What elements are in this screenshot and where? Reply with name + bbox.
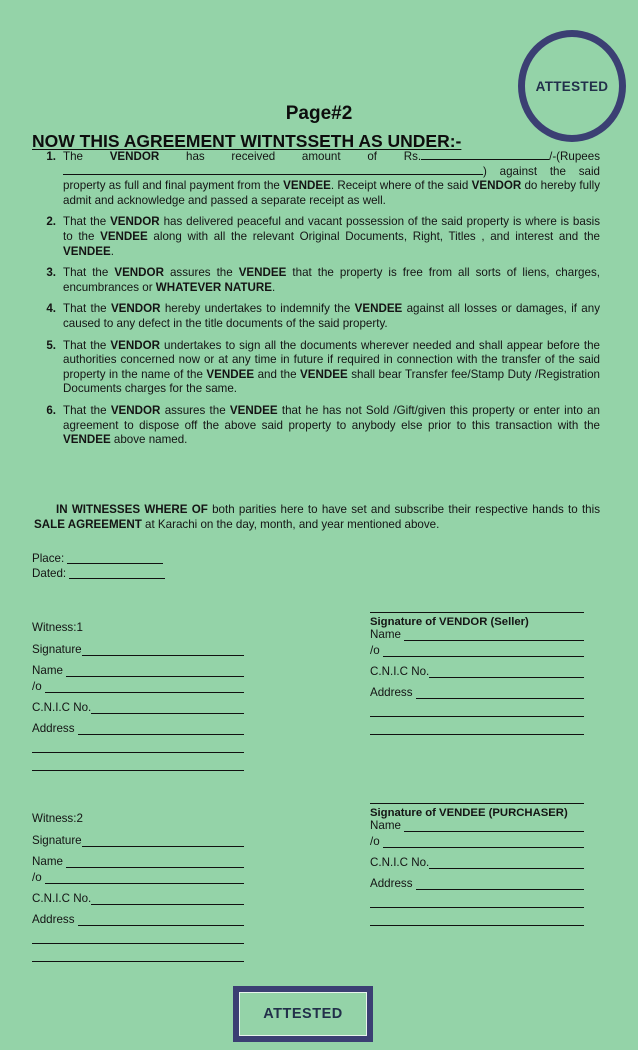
address-label: Address — [370, 686, 413, 699]
vendor-signature-line[interactable] — [370, 612, 584, 613]
witness-1-cnic-field[interactable] — [32, 701, 244, 714]
name-label: Name — [32, 664, 63, 677]
cnic-label: C.N.I.C No. — [32, 892, 92, 905]
emphasis-text: SALE AGREEMENT — [34, 517, 142, 531]
witness-2-title: Witness:2 — [32, 812, 83, 825]
vendee-cnic-field[interactable] — [370, 856, 584, 869]
signature-input-line[interactable] — [82, 644, 244, 656]
emphasis-text: VENDOR — [110, 338, 161, 352]
attested-box-stamp — [233, 986, 373, 1042]
cnic-label: C.N.I.C No. — [370, 665, 430, 678]
clause-item — [34, 266, 600, 295]
clause-number: 6. — [46, 403, 56, 417]
emphasis-text: VENDEE — [63, 433, 111, 447]
so-label: /o — [32, 680, 42, 693]
attested-box-stamp-label: ATTESTED — [263, 1006, 343, 1022]
vendee-address-field[interactable] — [370, 877, 584, 890]
address-label: Address — [32, 913, 75, 926]
clause-text: That the VENDOR undertakes to sign all the documents wherever needed and shall appear before the authorities concerned now or at any time in future if required in connection with the transfer of the said property in the name of the VENDEE and the VENDEE shall bear Transfer fee/Stamp Duty /Registration Documents charges for the same. — [63, 338, 601, 396]
vendee-signature-line[interactable] — [370, 803, 584, 804]
name-input-line[interactable] — [66, 665, 244, 677]
so-input-line[interactable] — [45, 681, 244, 693]
vendee-so-field[interactable] — [370, 835, 584, 848]
name-label: Name — [370, 628, 401, 641]
clause-number: 4. — [46, 302, 56, 316]
dated-label: Dated: — [32, 567, 67, 580]
clause-text: That the VENDOR assures the VENDEE that the property is free from all sorts of liens, charges, encumbrances or WHATEVER NATURE. — [63, 266, 600, 294]
emphasis-text: VENDOR — [110, 302, 161, 316]
so-label: /o — [32, 871, 42, 884]
so-input-line[interactable] — [383, 645, 584, 657]
name-input-line[interactable] — [404, 629, 584, 641]
dated-input-line[interactable] — [69, 578, 165, 579]
emphasis-text: VENDEE — [206, 367, 255, 381]
cnic-input-line[interactable] — [91, 893, 244, 905]
emphasis-text: VENDOR — [471, 179, 522, 193]
vendor-address-line-2[interactable] — [370, 716, 584, 717]
address-input-line[interactable] — [78, 723, 244, 735]
witness-1-signature-field[interactable] — [32, 643, 244, 656]
emphasis-text: VENDEE — [229, 403, 278, 417]
agreement-heading: NOW THIS AGREEMENT WITNTSSETH AS UNDER:- — [32, 131, 462, 151]
so-input-line[interactable] — [45, 872, 244, 884]
witness-1-so-field[interactable] — [32, 680, 244, 693]
vendee-signature-block — [370, 803, 584, 926]
clause-text: That the VENDOR assures the VENDEE that he has not Sold /Gift/given this property or enter into an agreement to dispose off the above said property to anybody else prior to this transaction with the VENDEE above named. — [63, 403, 600, 447]
clause-item — [34, 150, 600, 208]
cnic-input-line[interactable] — [429, 666, 584, 678]
clause-text: That the VENDOR has delivered peaceful and vacant possession of the said property is where is basis to the VENDEE along with all the relevant Original Documents, Right, Titles , and interest and the VENDEE. — [63, 215, 600, 258]
vendor-address-line-3[interactable] — [370, 734, 584, 735]
clause-item — [34, 215, 600, 259]
emphasis-text: VENDOR — [110, 215, 160, 229]
witness-2-address-line-3[interactable] — [32, 961, 244, 962]
witness-2-name-field[interactable] — [32, 855, 244, 868]
witness-1-name-field[interactable] — [32, 664, 244, 677]
witness-2-address-line-2[interactable] — [32, 943, 244, 944]
attested-oval-stamp-label: ATTESTED — [535, 78, 609, 94]
clause-item — [34, 404, 600, 448]
attested-box-inner — [239, 992, 367, 1036]
address-input-line[interactable] — [416, 687, 584, 699]
vendor-address-field[interactable] — [370, 686, 584, 699]
so-input-line[interactable] — [383, 836, 584, 848]
address-input-line[interactable] — [78, 914, 244, 926]
witnesses-paragraph: IN WITNESSES WHERE OF both parities here to have set and subscribe their respective hands to this SALE AGREEMENT at Karachi on the day, month, and year mentioned above. — [34, 503, 600, 531]
signature-label: Signature — [32, 834, 82, 847]
clause-number: 2. — [46, 215, 56, 229]
name-label: Name — [370, 819, 401, 832]
emphasis-text: VENDOR — [109, 150, 160, 163]
emphasis-text: WHATEVER NATURE — [155, 280, 272, 294]
emphasis-text: VENDEE — [354, 302, 403, 316]
vendee-address-line-2[interactable] — [370, 907, 584, 908]
address-input-line[interactable] — [416, 878, 584, 890]
amount-words-input-line[interactable] — [63, 174, 483, 175]
cnic-input-line[interactable] — [429, 857, 584, 869]
place-input-line[interactable] — [67, 563, 163, 564]
emphasis-text: VENDEE — [283, 179, 331, 193]
vendor-name-field[interactable] — [370, 628, 584, 641]
signature-input-line[interactable] — [82, 835, 244, 847]
emphasis-text: VENDOR — [114, 266, 164, 280]
page-title: Page#2 — [285, 103, 353, 124]
so-label: /o — [370, 835, 380, 848]
clause-item — [34, 339, 600, 397]
cnic-input-line[interactable] — [91, 702, 244, 714]
amount-input-line[interactable] — [421, 159, 549, 160]
emphasis-text: VENDEE — [238, 266, 287, 280]
name-input-line[interactable] — [404, 820, 584, 832]
place-dated-group — [32, 551, 165, 581]
witness-2-cnic-field[interactable] — [32, 892, 244, 905]
witness-1-block — [32, 621, 244, 771]
vendee-address-line-3[interactable] — [370, 925, 584, 926]
witness-1-title: Witness:1 — [32, 621, 83, 634]
signature-label: Signature — [32, 643, 82, 656]
vendor-cnic-field[interactable] — [370, 665, 584, 678]
witness-2-block — [32, 812, 244, 962]
witness-2-address-field[interactable] — [32, 913, 244, 926]
emphasis-text: VENDEE — [300, 367, 348, 381]
cnic-label: C.N.I.C No. — [370, 856, 430, 869]
vendee-signature-title: Signature of VENDEE (PURCHASER) — [370, 807, 568, 819]
clause-text: That the VENDOR hereby undertakes to indemnify the VENDEE against all losses or damages, if any caused to any defect in the title documents of the said property. — [63, 302, 601, 330]
attested-oval-stamp — [518, 30, 626, 142]
name-input-line[interactable] — [66, 856, 244, 868]
vendee-name-field[interactable] — [370, 819, 584, 832]
witness-1-address-line-2[interactable] — [32, 752, 244, 753]
clause-number: 5. — [46, 338, 56, 352]
emphasis-text: VENDOR — [110, 403, 161, 417]
witness-1-address-field[interactable] — [32, 722, 244, 735]
so-label: /o — [370, 644, 380, 657]
witness-2-so-field[interactable] — [32, 871, 244, 884]
witness-2-signature-field[interactable] — [32, 834, 244, 847]
cnic-label: C.N.I.C No. — [32, 701, 92, 714]
emphasis-text: IN WITNESSES WHERE OF — [56, 503, 208, 516]
clause-text: The VENDOR has received amount of Rs. /-(Rupees ) against the said property as full and final payment from the VENDEE. Receipt where of the said VENDOR do hereby fully admit and acknowledge and passed a separate receipt as well. — [63, 150, 600, 207]
vendor-so-field[interactable] — [370, 644, 584, 657]
name-label: Name — [32, 855, 63, 868]
vendor-signature-block — [370, 612, 584, 735]
address-label: Address — [32, 722, 75, 735]
clause-list — [34, 150, 600, 455]
vendor-signature-title: Signature of VENDOR (Seller) — [370, 616, 529, 628]
witness-1-address-line-3[interactable] — [32, 770, 244, 771]
emphasis-text: VENDEE — [63, 244, 111, 258]
place-label: Place: — [32, 552, 65, 565]
clause-item — [34, 302, 600, 331]
clause-number: 3. — [46, 266, 56, 280]
address-label: Address — [370, 877, 413, 890]
clause-number: 1. — [46, 150, 56, 163]
dated-row — [32, 566, 165, 581]
emphasis-text: VENDEE — [100, 229, 148, 243]
place-row — [32, 551, 165, 566]
